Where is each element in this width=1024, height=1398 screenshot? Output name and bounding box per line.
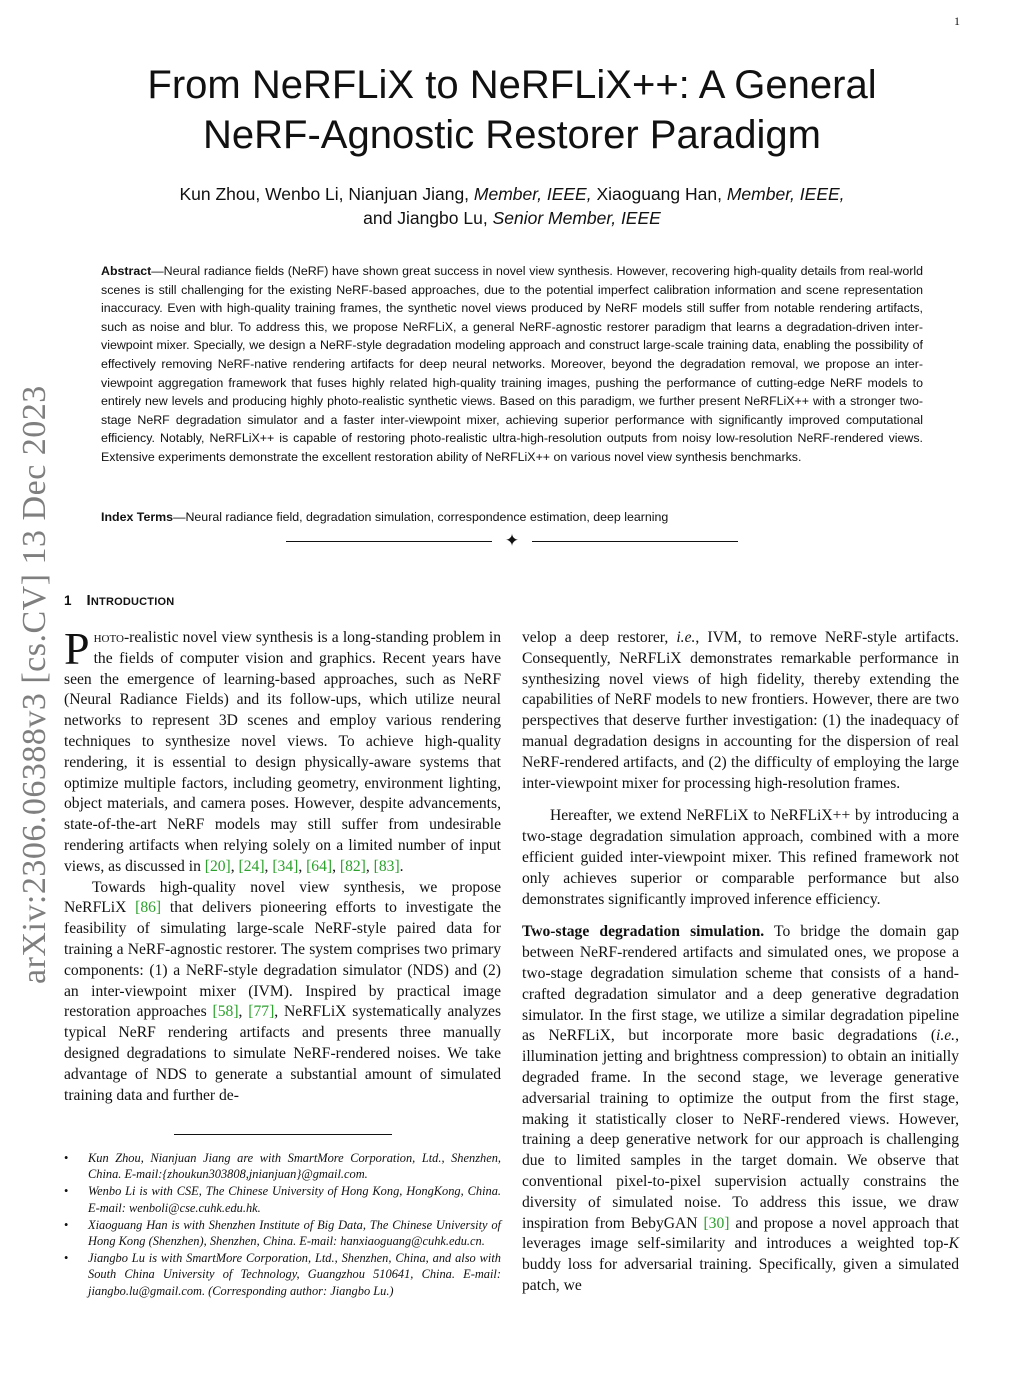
footnote-item	[64, 1183, 501, 1215]
citation-link[interactable]: [82]	[339, 857, 366, 875]
title-line-2: NeRF-Agnostic Restorer Paradigm	[203, 113, 821, 157]
authors-role-2: Member, IEEE,	[726, 184, 845, 204]
intro-p1-text: -realistic novel view synthesis is a long-standing problem in the fields of computer vision and graphics. Recent years have seen the emergence of learning-based approaches, such as NeRF (Neural Radiance Fields) and its follow-ups, which utilize neural networks to represent 3D scenes and employ various rendering techniques to synthesize novel views. To achieve high-quality rendering, it is essential to design physically-aware systems that optimize multiple factors, including geometry, environment lighting, object materials, and camera poses. However, despite advancements, state-of-the-art NeRF models may still suffer from undesirable rendering artifacts when relying solely on a limited number of input views, as discussed in	[64, 629, 501, 875]
bullet-icon: •	[64, 1217, 69, 1232]
sep: ,	[298, 857, 307, 875]
bullet-icon: •	[64, 1151, 69, 1165]
title-line-1: From NeRFLiX to NeRFLiX++: A General	[147, 63, 877, 107]
index-terms-label: Index Terms	[101, 510, 174, 524]
divider-star-icon: ✦	[504, 531, 520, 550]
citation-link[interactable]: [58]	[212, 1003, 239, 1021]
intro-p5-text-d: buddy loss for adversarial training. Specifically, given a simulated patch, we	[522, 1256, 959, 1294]
citation-link[interactable]: [30]	[703, 1214, 730, 1232]
sep: ,	[230, 857, 239, 875]
citation-link[interactable]: [24]	[238, 857, 265, 875]
section-number: 1	[64, 593, 72, 608]
sep: ,	[264, 857, 273, 875]
divider-line-left	[286, 541, 492, 542]
drop-cap: P	[64, 623, 90, 674]
citation-link[interactable]: [20]	[204, 857, 231, 875]
citation-link[interactable]: [86]	[135, 899, 162, 917]
intro-p5-text-a: To bridge the domain gap between NeRF-rendered artifacts and simulated ones, we propose a two-stage degradation simulation scheme that consists of a hand-crafted degradation simulator and a deep generative degradation simulator. In the first stage, we utilize a similar degradation pipeline as NeRFLiX, but incorporate more basic degradations (	[522, 923, 959, 1045]
authors-part-1: Kun Zhou, Wenbo Li, Nianjuan Jiang,	[179, 184, 474, 204]
sep: .	[399, 857, 404, 875]
ie-abbrev: i.e.	[936, 1027, 956, 1045]
footnote-text: Wenbo Li is with CSE, The Chinese University of Hong Kong, HongKong, China. E-mail: wenboli@cse.cuhk.edu.hk.	[88, 1184, 501, 1215]
authors-role-1: Member, IEEE,	[473, 184, 592, 204]
citation-link[interactable]: [64]	[306, 857, 333, 875]
citation-link[interactable]: [83]	[373, 857, 400, 875]
sep: ,	[238, 1003, 249, 1021]
authors-role-3: Senior Member, IEEE	[492, 208, 661, 228]
right-column	[522, 628, 959, 1297]
intro-p5-text-c: and propose a novel approach that leverages image self-similarity and introduces a weighted top-	[522, 1214, 959, 1253]
run-in-heading: Two-stage degradation simulation.	[522, 923, 765, 941]
authors-part-3: and Jiangbo Lu,	[363, 208, 493, 228]
index-terms-text: —Neural radiance field, degradation simulation, correspondence estimation, deep learning	[173, 510, 669, 524]
intro-p2-text-a: Towards high-quality novel view synthesis, we propose NeRFLiX	[64, 878, 501, 917]
footnote-text: Kun Zhou, Nianjuan Jiang are with SmartMore Corporation, Ltd., Shenzhen, China. E-mail:{zhoukun303808,jnianjuan}@gmail.com.	[88, 1151, 501, 1182]
abstract	[101, 262, 923, 467]
intro-p3-text-b: , IVM, to remove NeRF-style artifacts. Consequently, NeRFLiX demonstrates remarkable performance in synthesizing novel views of high fidelity, thereby extending the capabilities of NeRF models to new frontiers. However, there are two perspectives that deserve further investigation: (1) the inadequacy of manual degradation designs in accounting for the dispersion of real NeRF-rendered artifacts, and (2) the difficulty of employing the large inter-viewpoint mixer for processing high-resolution frames.	[522, 629, 959, 792]
left-column	[64, 623, 502, 1106]
bullet-icon: •	[64, 1184, 69, 1199]
arxiv-stamp: arXiv:2306.06388v3 [cs.CV] 13 Dec 2023	[16, 385, 53, 984]
bullet-icon: •	[64, 1251, 69, 1266]
footnote-text: Jiangbo Lu is with SmartMore Corporation, Ltd., Shenzhen, China, and also with South China University of Technology, Guangzhou 510641, China. E-mail: jiangbo.lu@gmail.com. (Corresponding author: Jiangbo Lu.)	[88, 1251, 501, 1298]
section-heading	[64, 592, 174, 609]
page-number: 1	[954, 14, 960, 28]
author-list	[100, 182, 924, 230]
sep: ,	[332, 857, 340, 875]
divider-line-right	[532, 541, 738, 542]
intro-p2-text-c: , NeRFLiX systematically analyzes typical NeRF rendering artifacts and presents three manually designed degradations to simulate NeRF-rendered noises. We take advantage of NDS to generate a substantial amount of simulated training data and further de-	[64, 1003, 502, 1104]
citation-link[interactable]: [77]	[248, 1003, 275, 1021]
ie-abbrev: i.e.	[676, 629, 696, 646]
footnote-rule	[174, 1134, 392, 1135]
intro-p2-text-b: that delivers pioneering efforts to investigate the feasibility of simulating large-scale NeRF-style paired data for training a NeRF-agnostic restorer. The system comprises two primary components: (1) a NeRF-style degradation simulator (NDS) and (2) an inter-viewpoint mixer (IVM). Inspired by practical image restoration approaches	[64, 899, 501, 1021]
first-word-caps: hoto	[93, 629, 124, 646]
intro-p3-text-a: velop a deep restorer,	[522, 629, 677, 646]
intro-paragraph-1	[64, 623, 501, 878]
section-title: Introduction	[86, 592, 175, 609]
intro-paragraph-4: Hereafter, we extend NeRFLiX to NeRFLiX++ by introducing a two-stage degradation simulation approach, combined with a more efficient guided inter-viewpoint mixer. This refined framework not only achieves superior or comparable performance but also demonstrates significantly improved inference efficiency.	[522, 807, 959, 908]
index-terms	[101, 508, 923, 526]
abstract-text: —Neural radiance fields (NeRF) have shown great success in novel view synthesis. However, recovering high-quality details from real-world scenes is still challenging for the existing NeRF-based approaches, due to the potential imperfect calibration information and scene representation inaccuracy. Even with high-quality training frames, the synthetic novel views produced by NeRF models still suffer from notable rendering artifacts, such as noise and blur. To address this, we propose NeRFLiX, a general NeRF-agnostic restorer paradigm that learns a degradation-driven inter-viewpoint mixer. Specially, we design a NeRF-style degradation modeling approach and construct large-scale training data, enabling the possibility of effectively removing NeRF-native rendering artifacts for deep neural networks. Moreover, beyond the degradation removal, we propose an inter-viewpoint aggregation framework that fuses highly related high-quality training images, pushing the performance of cutting-edge NeRF models to entirely new levels and producing highly photo-realistic synthetic views. Based on this paradigm, we further present NeRFLiX++ with a stronger two-stage NeRF degradation simulator and a faster inter-viewpoint mixer, achieving superior performance with significantly improved computational efficiency. Notably, NeRFLiX++ is capable of restoring photo-realistic ultra-high-resolution outputs from noisy low-resolution NeRF-rendered views. Extensive experiments demonstrate the excellent restoration ability of NeRFLiX++ on various novel view synthesis benchmarks.	[101, 264, 923, 464]
paper-title	[100, 60, 924, 160]
sep: ,	[365, 857, 374, 875]
section-divider	[286, 532, 738, 552]
intro-paragraph-3	[522, 628, 959, 794]
footnote-item	[64, 1150, 501, 1182]
footnote-item	[64, 1217, 501, 1249]
footnotes	[64, 1150, 501, 1300]
footnote-item	[64, 1250, 501, 1299]
citation-link[interactable]: [34]	[272, 857, 299, 875]
math-k: K	[948, 1235, 959, 1253]
intro-p5-text-b: , illumination jetting and brightness compression) to obtain an initially degraded frame. In the second stage, we leverage generative adversarial training to optimize the output from the first stage, making it statistically closer to NeRF-rendered views. However, training a deep generative network for our approach is challenging due to limited samples in the target domain. We observe that conventional pixel-to-pixel supervision actually constrains the diversity of simulated noise. To address this issue, we draw inspiration from BebyGAN	[522, 1027, 959, 1232]
footnote-text: Xiaoguang Han is with Shenzhen Institute of Big Data, The Chinese University of Hong Kong (Shenzhen), Shenzhen, China. E-mail: hanxiaoguang@cuhk.edu.cn.	[88, 1217, 501, 1249]
authors-part-2: Xiaoguang Han,	[591, 184, 727, 204]
abstract-label: Abstract	[101, 264, 152, 278]
intro-paragraph-5	[522, 922, 959, 1296]
intro-paragraph-2	[64, 878, 501, 1107]
